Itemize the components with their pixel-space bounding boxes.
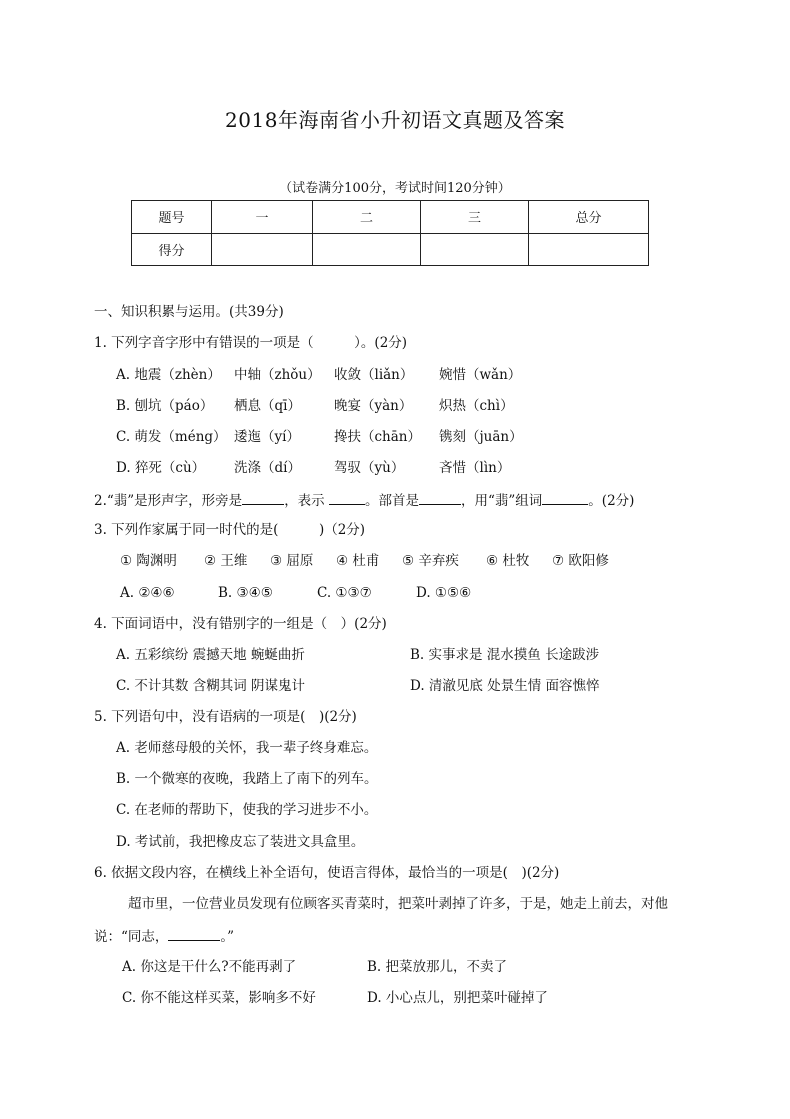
option-item: 收敛（liǎn） [334, 367, 414, 383]
score-cell [421, 233, 529, 266]
question-1-option-b [116, 397, 514, 415]
score-row-label: 得分 [132, 233, 212, 266]
question-2-text: ，用“翡”组词 [460, 493, 543, 509]
option-item: A. ②④⑥ [120, 585, 175, 601]
score-header-cell: 三 [421, 201, 529, 234]
answer-blank[interactable] [542, 490, 588, 505]
question-2-text: 。(2分) [588, 493, 635, 509]
option-item: 洗涤（dí） [234, 460, 301, 476]
score-table-header-row [132, 201, 649, 234]
option-item: 搀扶（chān） [334, 429, 421, 445]
question-5-option-a: A. 老师慈母般的关怀，我一辈子终身难忘。 [116, 740, 378, 756]
question-6-option-d: D. 小心点儿，别把菜叶碰掉了 [367, 990, 548, 1006]
question-2 [94, 490, 634, 510]
question-1-option-d [116, 459, 510, 477]
option-item: 晚宴（yàn） [334, 398, 413, 414]
option-item: 逶迤（yí） [234, 429, 300, 445]
option-item: B. ③④⑤ [218, 585, 273, 601]
page-title: 2018年海南省小升初语文真题及答案 [225, 108, 565, 132]
author-item: ④ 杜甫 [336, 553, 380, 569]
question-6-option-b: B. 把菜放那儿，不卖了 [367, 959, 508, 975]
question-1-option-a [116, 366, 521, 384]
question-3-options [120, 584, 471, 602]
option-item: A. 地震（zhèn） [116, 367, 221, 383]
question-4-option-a: A. 五彩缤纷 震撼天地 蜿蜒曲折 [116, 647, 305, 663]
author-item: ① 陶渊明 [120, 553, 177, 569]
question-5-stem: 5. 下列语句中，没有语病的一项是( )(2分) [94, 709, 357, 725]
question-1-stem: 1. 下列字音字形中有错误的一项是（ ）。(2分) [94, 335, 408, 351]
option-item: C. 萌发（méng） [116, 429, 227, 445]
option-item: D. ①⑤⑥ [416, 585, 472, 601]
question-6-option-a: A. 你这是干什么?不能再剥了 [122, 959, 297, 975]
option-item: D. 猝死（cù） [116, 460, 206, 476]
question-6-stem: 6. 依据文段内容，在横线上补全语句，使语言得体，最恰当的一项是( )(2分) [94, 865, 560, 881]
exam-info: （试卷满分100分，考试时间120分钟） [279, 181, 511, 196]
question-6-text: 。” [220, 929, 235, 945]
question-2-text: 。部首是 [364, 493, 419, 509]
question-2-text: ，表示 [284, 493, 325, 509]
option-item: C. ①③⑦ [317, 585, 372, 601]
score-table-score-row [132, 233, 649, 266]
question-4-option-b: B. 实事求是 混水摸鱼 长途跋涉 [410, 647, 600, 663]
question-4-option-d: D. 清澈见底 处景生情 面容憔悴 [410, 678, 600, 694]
score-header-cell: 二 [313, 201, 421, 234]
option-item: 中轴（zhǒu） [234, 367, 321, 383]
question-4-option-c: C. 不计其数 含糊其词 阴谋鬼计 [116, 678, 306, 694]
option-item: 吝惜（lìn） [439, 460, 511, 476]
answer-blank[interactable] [419, 490, 461, 505]
question-6-option-c: C. 你不能这样买菜，影响多不好 [122, 990, 316, 1006]
score-header-cell: 一 [212, 201, 313, 234]
score-table [131, 200, 649, 266]
author-item: ⑥ 杜牧 [486, 553, 530, 569]
question-6-passage-cont [94, 926, 234, 946]
author-item: ⑦ 欧阳修 [552, 553, 609, 569]
score-header-cell: 题号 [132, 201, 212, 234]
option-item: 镌刻（juān） [439, 429, 523, 445]
author-item: ③ 屈原 [270, 553, 314, 569]
answer-blank[interactable] [329, 490, 365, 505]
score-cell [313, 233, 421, 266]
question-5-option-d: D. 考试前，我把橡皮忘了装进文具盒里。 [116, 834, 365, 850]
question-5-option-b: B. 一个微寒的夜晚，我踏上了南下的列车。 [116, 771, 378, 787]
question-4-stem: 4. 下面词语中，没有错别字的一组是（ ）(2分) [94, 616, 387, 632]
answer-blank[interactable] [242, 490, 284, 505]
question-6-text: 说：“同志， [94, 929, 169, 945]
score-cell [529, 233, 649, 266]
question-2-text: 2.“翡”是形声字，形旁是 [94, 493, 243, 509]
question-1-option-c [116, 428, 523, 446]
section-heading: 一、知识积累与运用。(共39分) [94, 304, 284, 320]
question-6-passage: 超市里，一位营业员发现有位顾客买青菜时，把菜叶剥掉了许多，于是，她走上前去，对他 [128, 896, 668, 912]
question-3-authors [120, 552, 609, 570]
question-3-stem: 3. 下列作家属于同一时代的是( )（2分) [94, 522, 366, 538]
option-item: B. 刨坑（páo） [116, 398, 214, 414]
author-item: ② 王维 [204, 553, 248, 569]
option-item: 婉惜（wǎn） [439, 367, 522, 383]
option-item: 栖息（qī） [234, 398, 301, 414]
score-header-cell: 总分 [529, 201, 649, 234]
answer-blank[interactable] [168, 926, 220, 941]
score-cell [212, 233, 313, 266]
option-item: 炽热（chì） [439, 398, 514, 414]
question-5-option-c: C. 在老师的帮助下，使我的学习进步不小。 [116, 802, 378, 818]
author-item: ⑤ 辛弃疾 [402, 553, 459, 569]
option-item: 驾驭（yù） [334, 460, 405, 476]
